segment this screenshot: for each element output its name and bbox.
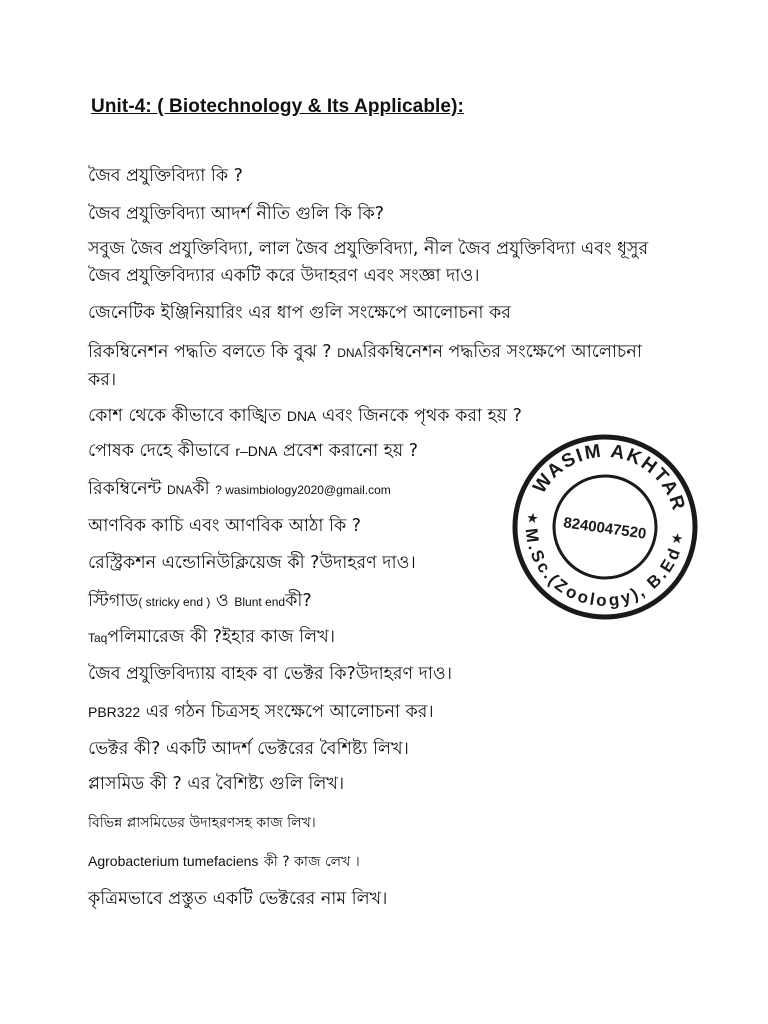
question-11-part-d: Blunt end xyxy=(234,595,286,609)
question-12-part-a: Taq xyxy=(88,631,108,645)
question-8-part-b: DNA xyxy=(167,483,193,497)
question-6 xyxy=(88,403,688,430)
question-6-part-a: কোশ থেকে কীভাবে কাঙ্খিত xyxy=(88,406,282,426)
question-9: আণবিক কাচি এবং আণবিক আঠা কি ? xyxy=(88,516,362,536)
question-12-part-b: পলিমারেজ কী ?ইহার কাজ লিখ। xyxy=(107,627,335,647)
svg-text:M.Sc.(Zoology), B.Ed xyxy=(512,525,685,621)
question-7-part-c: প্রবেশ করানো হয় ? xyxy=(282,441,419,461)
question-11-part-c: ও xyxy=(215,591,229,611)
question-5-part-c: রিকম্বিনেশন পদ্ধতির সংক্ষেপে আলোচনা কর। xyxy=(88,342,642,390)
question-18 xyxy=(88,848,688,876)
contact-email: ? wasimbiology2020@gmail.com xyxy=(215,483,391,497)
question-4: জেনেটিক ইঞ্জিনিয়ারিং এর ধাপ গুলি সংক্ষেপে আলোচনা কর xyxy=(88,303,511,323)
question-18-part-a: Agrobacterium tumefaciens xyxy=(88,853,259,869)
question-2: জৈব প্রযুক্তিবিদ্যা আদর্শ নীতি গুলি কি কি? xyxy=(88,204,384,224)
stamp-star-right-icon: ★ xyxy=(669,530,685,548)
stamp-star-left-icon: ★ xyxy=(525,510,540,528)
question-15: ভেক্টর কী? একটি আদর্শ ভেক্টরের বৈশিষ্ট্য লিখ। xyxy=(88,739,409,759)
question-12 xyxy=(88,624,688,652)
question-6-part-b: DNA xyxy=(286,408,317,424)
stamp-name: WASIM AKHTAR xyxy=(529,440,690,515)
question-8-part-c: কী xyxy=(192,479,210,499)
question-5-part-a: রিকম্বিনেশন পদ্ধতি বলতে কি বুঝ ? xyxy=(88,342,332,362)
question-7-part-a: পোষক দেহে কীভাবে xyxy=(88,441,230,461)
question-10: রেস্ট্রিকশন এন্ডোনিউক্লিয়েজ কী ?উদাহরণ দাও। xyxy=(88,553,416,573)
author-stamp xyxy=(510,432,700,622)
question-18-part-b: কী ? কাজ লেখ । xyxy=(264,854,360,870)
question-13: জৈব প্রযুক্তিবিদ্যায় বাহক বা ভেক্টর কি?উদাহরণ দাও। xyxy=(88,664,453,684)
question-5 xyxy=(88,339,668,394)
question-3: সবুজ জৈব প্রযুক্তিবিদ্যা, লাল জৈব প্রযুক্তিবিদ্যা, নীল জৈব প্রযুক্তিবিদ্যা এবং ধূসুর জৈব প্রযুক্তিবিদ্যার একটি করে উদাহরণ এবং সংজ্ঞা দাও। xyxy=(88,239,649,286)
question-7-part-b: r–DNA xyxy=(235,443,278,459)
question-11-part-e: কী? xyxy=(285,591,312,611)
question-14-part-a: PBR322 xyxy=(88,704,141,720)
stamp-qualification: M.Sc.(Zoology), B.Ed xyxy=(521,527,685,611)
question-19: কৃত্রিমভাবে প্রস্তুত একটি ভেক্টরের নাম লিখ। xyxy=(88,889,388,909)
question-1: জৈব প্রযুক্তিবিদ্যা কি ? xyxy=(88,166,243,186)
question-6-part-c: এবং জিনকে পৃথক করা হয় ? xyxy=(321,406,522,426)
question-14-part-b: এর গঠন চিত্রসহ সংক্ষেপে আলোচনা কর। xyxy=(145,702,434,722)
question-11-part-a: স্টিগাড xyxy=(88,591,139,611)
svg-text:WASIM AKHTAR xyxy=(528,432,697,517)
question-16: প্লাসমিড কী ? এর বৈশিষ্ট্য গুলি লিখ। xyxy=(88,774,345,794)
page-title: Unit-4: ( Biotechnology & Its Applicable): xyxy=(91,96,464,117)
question-11-part-b: ( stricky end ) xyxy=(138,595,211,609)
stamp-phone: 8240047520 xyxy=(562,514,648,543)
question-17: বিভিন্ন প্লাসমিডের উদাহরণসহ কাজ লিখ। xyxy=(88,815,316,831)
question-14 xyxy=(88,699,688,726)
stamp-graphic xyxy=(510,432,700,622)
question-5-part-b: DNA xyxy=(337,346,363,360)
question-8-part-a: রিকম্বিনেন্ট xyxy=(88,479,162,499)
